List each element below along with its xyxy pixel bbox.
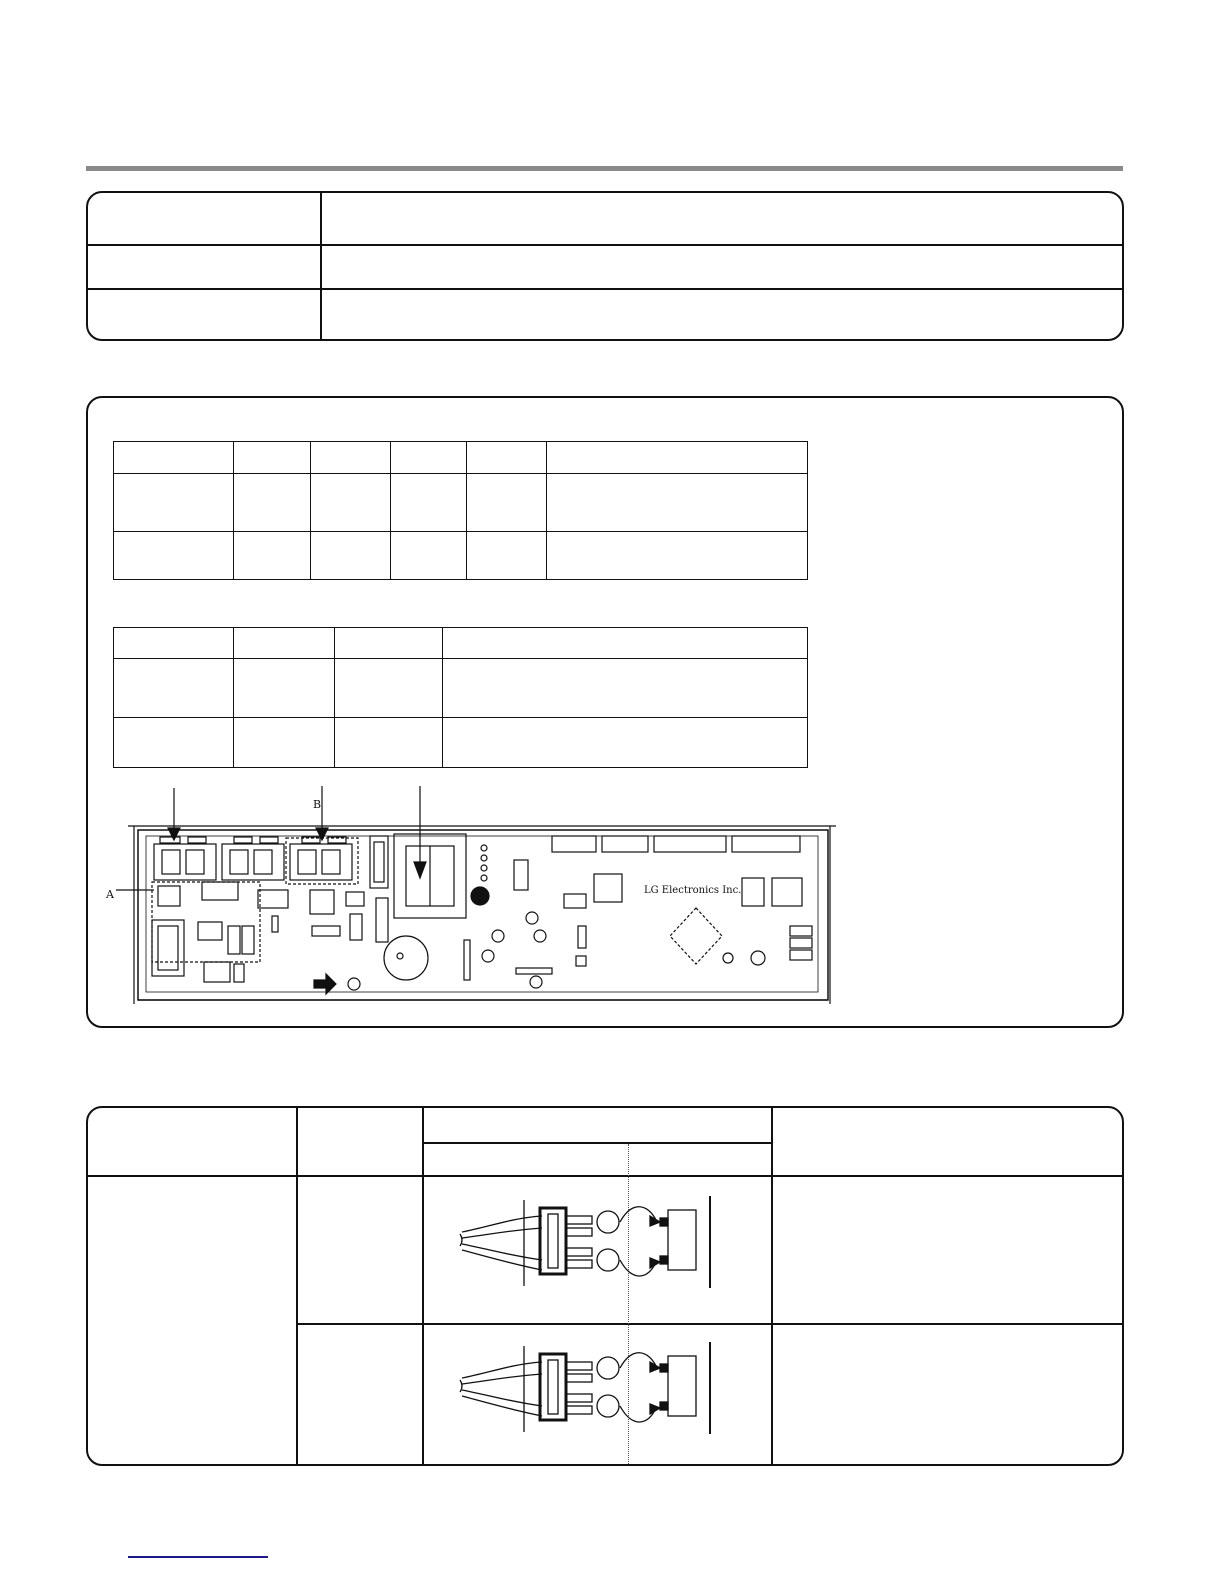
- header-subline: [422, 1142, 772, 1144]
- table-cell: [443, 659, 808, 718]
- info-table-divider: [320, 193, 322, 339]
- table-cell: [233, 718, 334, 768]
- connector-diagram-2: [452, 1336, 722, 1436]
- table-cell: [334, 718, 443, 768]
- table-cell: [443, 718, 808, 768]
- pcb-spec-table-2: [113, 627, 808, 768]
- top-rule: [86, 166, 1123, 171]
- pcb-section: [86, 396, 1124, 1028]
- footnote-link-underline[interactable]: [128, 1556, 268, 1558]
- pcb-board-diagram: [88, 786, 848, 1016]
- table-cell: [334, 628, 443, 659]
- table-cell: [310, 442, 390, 474]
- callout-label-a: A: [106, 888, 114, 901]
- table-cell: [233, 659, 334, 718]
- row-line: [296, 1323, 1124, 1325]
- connector-diagram-1: [452, 1190, 722, 1290]
- board-marking: LG Electronics Inc.: [644, 885, 742, 896]
- table-cell: [390, 442, 467, 474]
- table-cell: [114, 474, 234, 532]
- table-cell: [547, 442, 808, 474]
- info-table-row-line: [88, 288, 1122, 290]
- col-divider: [771, 1108, 773, 1466]
- table-cell: [114, 532, 234, 580]
- table-cell: [467, 532, 547, 580]
- pcb-spec-table-1: [113, 441, 808, 580]
- table-cell: [114, 659, 234, 718]
- table-cell: [334, 659, 443, 718]
- table-cell: [114, 718, 234, 768]
- table-cell: [233, 532, 310, 580]
- info-table: [86, 191, 1124, 341]
- table-cell: [233, 442, 310, 474]
- header-line: [88, 1175, 1124, 1177]
- table-cell: [467, 442, 547, 474]
- callout-label-b: B: [313, 798, 322, 811]
- table-cell: [310, 474, 390, 532]
- table-cell: [233, 474, 310, 532]
- table-cell: [547, 532, 808, 580]
- table-cell: [310, 532, 390, 580]
- table-cell: [390, 532, 467, 580]
- table-cell: [233, 628, 334, 659]
- col-divider: [422, 1108, 424, 1466]
- table-cell: [443, 628, 808, 659]
- table-cell: [547, 474, 808, 532]
- table-cell: [114, 628, 234, 659]
- info-table-row-line: [88, 244, 1122, 246]
- table-cell: [390, 474, 467, 532]
- wiring-table: [86, 1106, 1124, 1466]
- table-cell: [467, 474, 547, 532]
- col-divider: [296, 1108, 298, 1466]
- table-cell: [114, 442, 234, 474]
